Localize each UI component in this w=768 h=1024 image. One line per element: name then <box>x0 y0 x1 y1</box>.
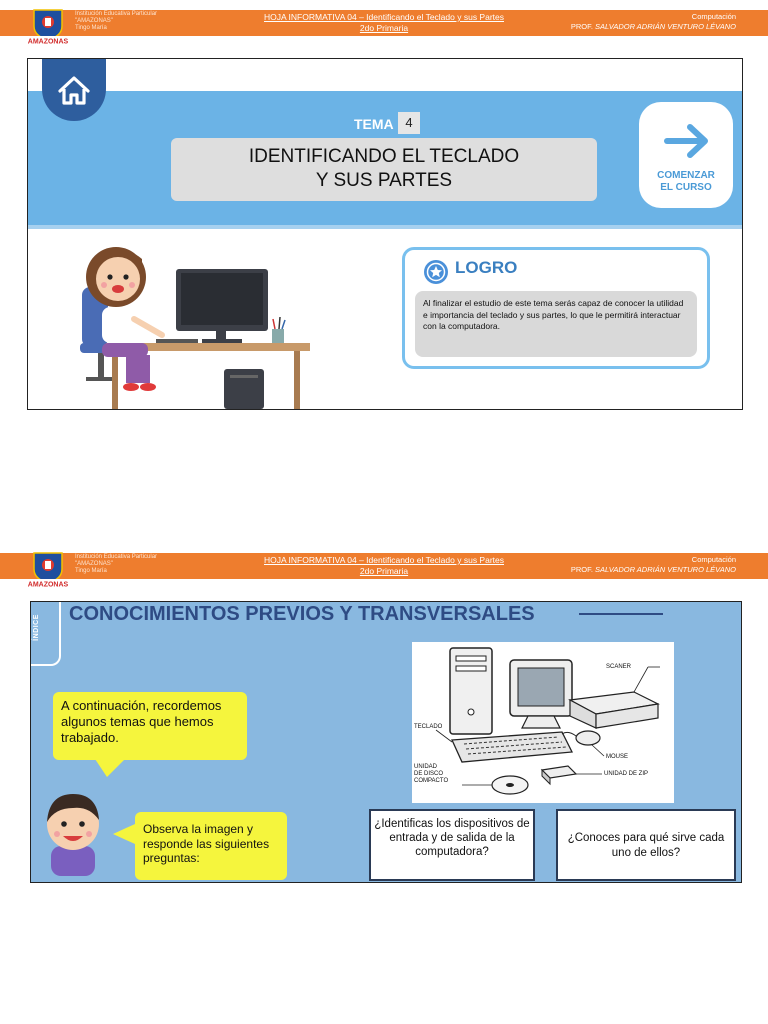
institution-line: Institución Educativa Particular <box>75 554 158 560</box>
tema-number: 4 <box>398 112 420 134</box>
header-right <box>571 555 736 575</box>
header-grade: 2do Primaria <box>359 566 409 576</box>
girl-at-computer-illustration <box>68 231 348 410</box>
label-cd-line: UNIDAD <box>414 764 438 770</box>
page-header <box>0 553 768 589</box>
arrow-right-icon <box>639 102 733 168</box>
index-tab[interactable] <box>31 602 61 666</box>
logo-text: AMAZONAS <box>27 38 69 46</box>
page-header <box>0 10 768 46</box>
institution-line: "AMAZONAS" <box>75 18 113 24</box>
header-right <box>571 12 736 32</box>
slide-prior-knowledge <box>30 601 742 883</box>
institution-line: Tingo María <box>75 25 107 31</box>
label-cd-line: COMPACTO <box>414 778 449 784</box>
computer-devices-illustration <box>412 642 674 803</box>
index-tab-label: ÍNDICE <box>32 614 40 641</box>
label-mouse: MOUSE <box>606 754 629 760</box>
label-keyboard: TECLADO <box>414 724 443 730</box>
home-icon <box>42 59 106 121</box>
title-band-edge <box>28 225 742 229</box>
home-button[interactable] <box>42 59 106 121</box>
heading-underline <box>579 613 663 615</box>
question-box-1: ¿Identificas los dispositivos de entrada y de salida de la computadora? <box>369 809 535 881</box>
boy-illustration <box>33 786 113 876</box>
slide-tema-4 <box>27 58 743 410</box>
bubble-tail <box>95 759 135 779</box>
header-subject: Computación <box>691 555 736 564</box>
label-cd-drive <box>414 764 448 785</box>
header-teacher <box>571 565 736 575</box>
question-box-2: ¿Conoces para qué sirve cada uno de ellos? <box>556 809 736 881</box>
learning-goal-text: Al finalizar el estudio de este tema serás capaz de conocer la utilidad e importancia del teclado y sus partes, lo que le permitirá interactuar con la computadora. <box>415 291 697 357</box>
learning-goal-title: LOGRO <box>455 258 518 277</box>
label-scanner: SCANER <box>606 664 632 670</box>
slide-title-line: Y SUS PARTES <box>315 170 453 191</box>
label-cd-line: DE DISCO <box>414 771 444 777</box>
star-badge-icon <box>423 259 449 285</box>
speech-bubble-instructions: Observa la imagen y responde las siguientes preguntas: <box>135 812 287 880</box>
teacher-prefix: PROF. <box>570 22 595 31</box>
institution-line: "AMAZONAS" <box>75 561 113 567</box>
header-grade: 2do Primaria <box>359 23 409 33</box>
start-course-label-line: EL CURSO <box>660 182 712 193</box>
header-title-line: HOJA INFORMATIVA 04 – Identificando el Teclado y sus Partes <box>264 12 504 22</box>
tema-label: TEMA <box>354 116 394 132</box>
teacher-prefix: PROF. <box>570 565 595 574</box>
start-course-label <box>639 170 733 194</box>
header-title-line: HOJA INFORMATIVA 04 – Identificando el Teclado y sus Partes <box>264 555 504 565</box>
teacher-name: SALVADOR ADRIÁN VENTURO LÉVANO <box>594 22 736 31</box>
slide-title-line: IDENTIFICANDO EL TECLADO <box>248 146 520 167</box>
header-subject: Computación <box>691 12 736 21</box>
start-course-button[interactable] <box>639 102 733 208</box>
institution-line: Institución Educativa Particular <box>75 11 158 17</box>
slide-heading: CONOCIMIENTOS PREVIOS Y TRANSVERSALES <box>69 603 535 625</box>
teacher-name: SALVADOR ADRIÁN VENTURO LÉVANO <box>594 565 736 574</box>
label-zip-drive: UNIDAD DE ZIP <box>604 771 649 777</box>
slide-title <box>171 138 597 201</box>
logo-text: AMAZONAS <box>27 581 69 589</box>
computer-peripherals-diagram <box>412 642 674 803</box>
learning-goal-card <box>402 247 710 369</box>
institution-line: Tingo María <box>75 568 107 574</box>
start-course-label-line: COMENZAR <box>657 170 715 181</box>
header-teacher <box>571 22 736 32</box>
speech-bubble-intro: A continuación, recordemos algunos temas que hemos trabajado. <box>53 692 247 760</box>
